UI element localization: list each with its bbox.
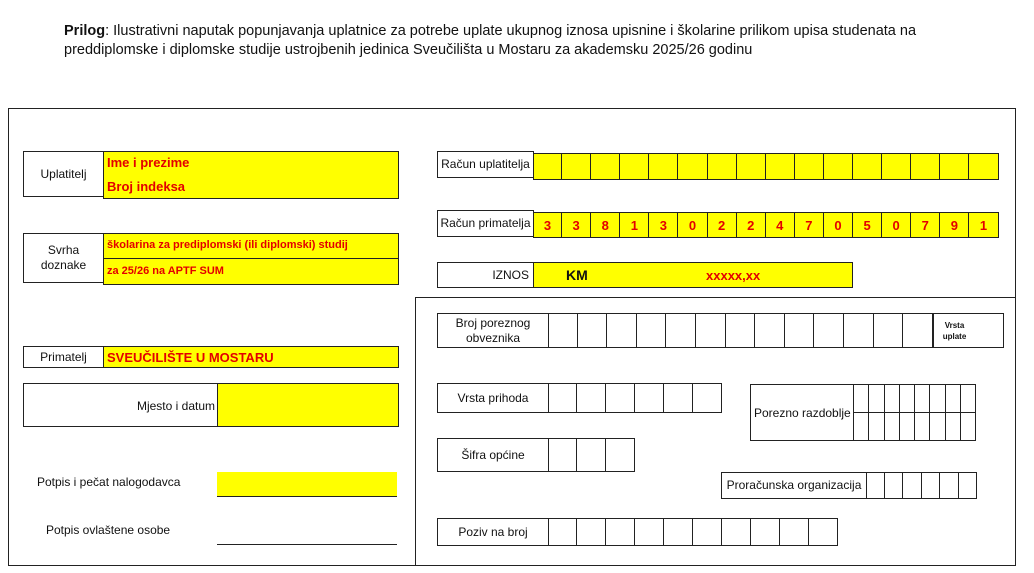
vrsta-prihoda-cells[interactable] [548, 383, 722, 413]
uplatitelja-cell[interactable] [678, 153, 707, 180]
porezno-razdoblje-cell[interactable] [961, 413, 976, 441]
porezni-cell[interactable] [666, 313, 696, 348]
porezno-razdoblje-cell[interactable] [930, 413, 945, 441]
uplatitelja-cell[interactable] [911, 153, 940, 180]
prihoda-cell[interactable] [635, 383, 664, 413]
vrsta-uplate-cell[interactable] [975, 313, 1004, 348]
porezno-razdoblje-cell[interactable] [915, 413, 930, 441]
porezni-cells[interactable] [548, 313, 933, 348]
uplatitelja-cell[interactable] [737, 153, 766, 180]
account-digit: 0 [892, 217, 900, 233]
primatelj-field[interactable] [103, 346, 399, 368]
prihoda-cell[interactable] [548, 383, 577, 413]
primatelj-value: SVEUČILIŠTE U MOSTARU [107, 350, 274, 365]
primatelja-cell[interactable] [562, 212, 591, 238]
poziv-cell[interactable] [606, 518, 635, 546]
opcine-cell[interactable] [606, 438, 635, 472]
mjesto-field[interactable] [217, 383, 399, 427]
porezni-cell[interactable] [874, 313, 904, 348]
account-digit: 9 [950, 217, 958, 233]
intro-prefix: Prilog [64, 23, 106, 39]
porezno-razdoblje-cell[interactable] [885, 413, 900, 441]
primatelja-cell[interactable] [649, 212, 678, 238]
uplatitelja-cell[interactable] [824, 153, 853, 180]
porezno-razdoblje-cell[interactable] [930, 385, 945, 413]
primatelja-cell[interactable] [591, 212, 620, 238]
account-digit: 5 [863, 217, 871, 233]
porezno-razdoblje-cell[interactable] [854, 413, 869, 441]
uplatitelja-cell[interactable] [562, 153, 591, 180]
uplatitelja-cell[interactable] [853, 153, 882, 180]
porezno-razdoblje-label: Porezno razdoblje [754, 406, 851, 420]
porezni-cell[interactable] [814, 313, 844, 348]
svrha-label [23, 233, 104, 283]
poziv-cell[interactable] [809, 518, 838, 546]
poziv-cell[interactable] [780, 518, 809, 546]
porezni-cell[interactable] [637, 313, 667, 348]
intro-text: : Ilustrativni naputak popunjavanja uplatnice za potrebe uplate ukupnog iznosa upisnine i školarine prilikom upisa studenata na preddiplomske i diplomske studije ustrojbenih jedinica Sveučilišta u Mostaru za akademsku 2025/26 godinu [64, 23, 917, 58]
iznos-currency: KM [566, 267, 588, 283]
uplatitelj-name: Ime i prezime [107, 155, 190, 170]
primatelja-cell[interactable] [969, 212, 998, 238]
racun-primatelja-label: Račun primatelja [437, 210, 534, 237]
primatelja-cell[interactable] [533, 212, 562, 238]
porezni-cell[interactable] [903, 313, 933, 348]
potpis-osobe-line[interactable] [217, 544, 397, 545]
porezno-razdoblje-cell[interactable] [854, 385, 869, 413]
svrha-field-2[interactable] [103, 258, 399, 285]
poziv-cell[interactable] [577, 518, 606, 546]
uplatitelja-cell[interactable] [969, 153, 998, 180]
prihoda-cell[interactable] [693, 383, 722, 413]
uplatitelja-cell[interactable] [620, 153, 649, 180]
primatelja-cell[interactable] [620, 212, 649, 238]
uplatitelj-index: Broj indeksa [107, 179, 186, 194]
porezno-razdoblje-cell[interactable] [915, 385, 930, 413]
poziv-label: Poziv na broj [437, 518, 549, 546]
uplatitelja-cell[interactable] [708, 153, 737, 180]
uplatitelja-cell[interactable] [649, 153, 678, 180]
iznos-field[interactable] [533, 262, 853, 288]
account-digit: 0 [834, 217, 842, 233]
poziv-cell[interactable] [722, 518, 751, 546]
porezni-cell[interactable] [785, 313, 815, 348]
svrha-line-1: školarina za prediplomski (ili diplomski) studij [107, 239, 348, 251]
uplatitelja-cell[interactable] [882, 153, 911, 180]
uplatitelja-cell[interactable] [795, 153, 824, 180]
proracunska-label: Proračunska organizacija [721, 472, 867, 499]
vrsta-uplate-label [933, 313, 976, 348]
prihoda-cell[interactable] [664, 383, 693, 413]
account-digit: 7 [805, 217, 813, 233]
proracunska-cell[interactable] [903, 472, 922, 499]
intro-paragraph [64, 22, 984, 60]
potpis-pecat-label: Potpis i pečat nalogodavca [37, 475, 181, 489]
potpis-osobe-label: Potpis ovlaštene osobe [46, 523, 171, 537]
vrsta-uplate-1: Vrsta [944, 320, 965, 330]
porezni-cell[interactable] [755, 313, 785, 348]
uplatitelj-field[interactable] [103, 151, 399, 199]
porezno-razdoblje-cell[interactable] [869, 385, 884, 413]
account-digit: 4 [776, 217, 784, 233]
svrha-line-2: za 25/26 na APTF SUM [107, 265, 224, 277]
porezni-cell[interactable] [548, 313, 578, 348]
poziv-cell[interactable] [548, 518, 577, 546]
proracunska-cells[interactable] [866, 472, 977, 499]
account-digit: 1 [979, 217, 988, 233]
porezno-razdoblje-cell[interactable] [869, 413, 884, 441]
porezni-cell[interactable] [696, 313, 726, 348]
primatelja-cell[interactable] [737, 212, 766, 238]
racun-uplatitelja-label: Račun uplatitelja [437, 151, 534, 178]
vrsta-uplate-2: uplate [942, 331, 967, 341]
account-digit: 7 [921, 217, 929, 233]
mjesto-label: Mjesto i datum [136, 399, 215, 413]
racun-uplatitelja-cells[interactable] [533, 153, 999, 180]
opcine-cell[interactable] [577, 438, 606, 472]
racun-primatelja-cells[interactable] [533, 212, 999, 238]
porezni-label-2: obveznika [465, 330, 521, 345]
account-digit: 8 [601, 217, 609, 233]
opcine-cell[interactable] [548, 438, 577, 472]
prihoda-cell[interactable] [577, 383, 606, 413]
iznos-amount: xxxxx,xx [706, 268, 761, 283]
mjesto-label-box [23, 383, 218, 427]
porezno-razdoblje-grid[interactable] [853, 384, 976, 441]
porezno-razdoblje-cell[interactable] [961, 385, 976, 413]
account-digit: 1 [630, 217, 638, 233]
uplatitelja-cell[interactable] [766, 153, 795, 180]
svrha-label-1: Svrha [47, 243, 80, 257]
porezno-razdoblje-cell[interactable] [946, 413, 961, 441]
porezno-razdoblje-cell[interactable] [946, 385, 961, 413]
poziv-cell[interactable] [664, 518, 693, 546]
poziv-cell[interactable] [751, 518, 780, 546]
primatelja-cell[interactable] [853, 212, 882, 238]
poziv-cell[interactable] [635, 518, 664, 546]
primatelja-cell[interactable] [940, 212, 969, 238]
account-digit: 2 [717, 217, 726, 233]
primatelja-cell[interactable] [766, 212, 795, 238]
porezni-cell[interactable] [726, 313, 756, 348]
porezni-cell[interactable] [607, 313, 637, 348]
sifra-opcine-cells[interactable] [548, 438, 635, 472]
porezno-razdoblje-cell[interactable] [900, 413, 915, 441]
primatelja-cell[interactable] [678, 212, 707, 238]
porezni-label [437, 313, 549, 348]
uplatitelj-label: Uplatitelj [23, 151, 104, 197]
poziv-cell[interactable] [693, 518, 722, 546]
primatelja-cell[interactable] [824, 212, 853, 238]
potpis-pecat-field[interactable] [217, 472, 397, 497]
account-digit: 3 [572, 217, 580, 233]
porezno-razdoblje-cell[interactable] [900, 385, 915, 413]
account-digit: 2 [747, 217, 755, 233]
porezno-razdoblje-box [750, 384, 854, 441]
porezni-cell[interactable] [578, 313, 608, 348]
poziv-cells[interactable] [548, 518, 838, 546]
account-digit: 3 [659, 217, 668, 233]
primatelj-label: Primatelj [23, 346, 104, 368]
porezni-cell[interactable] [844, 313, 874, 348]
proracunska-cell[interactable] [959, 472, 978, 499]
primatelja-cell[interactable] [882, 212, 911, 238]
proracunska-cell[interactable] [866, 472, 885, 499]
porezni-label-1: Broj poreznog [455, 315, 531, 330]
uplatitelja-cell[interactable] [591, 153, 620, 180]
primatelja-cell[interactable] [708, 212, 737, 238]
proracunska-cell[interactable] [885, 472, 904, 499]
porezno-razdoblje-cell[interactable] [885, 385, 900, 413]
svrha-field-1[interactable] [103, 233, 399, 259]
prihoda-cell[interactable] [606, 383, 635, 413]
account-digit: 3 [543, 217, 552, 233]
primatelja-cell[interactable] [795, 212, 824, 238]
iznos-label: IZNOS [437, 262, 534, 288]
proracunska-cell[interactable] [940, 472, 959, 499]
sifra-opcine-label: Šifra općine [437, 438, 549, 472]
uplatitelja-cell[interactable] [533, 153, 562, 180]
vrsta-prihoda-label: Vrsta prihoda [437, 383, 549, 413]
account-digit: 0 [688, 217, 697, 233]
uplatitelja-cell[interactable] [940, 153, 969, 180]
proracunska-cell[interactable] [922, 472, 941, 499]
primatelja-cell[interactable] [911, 212, 940, 238]
svrha-label-2: doznake [40, 258, 87, 272]
